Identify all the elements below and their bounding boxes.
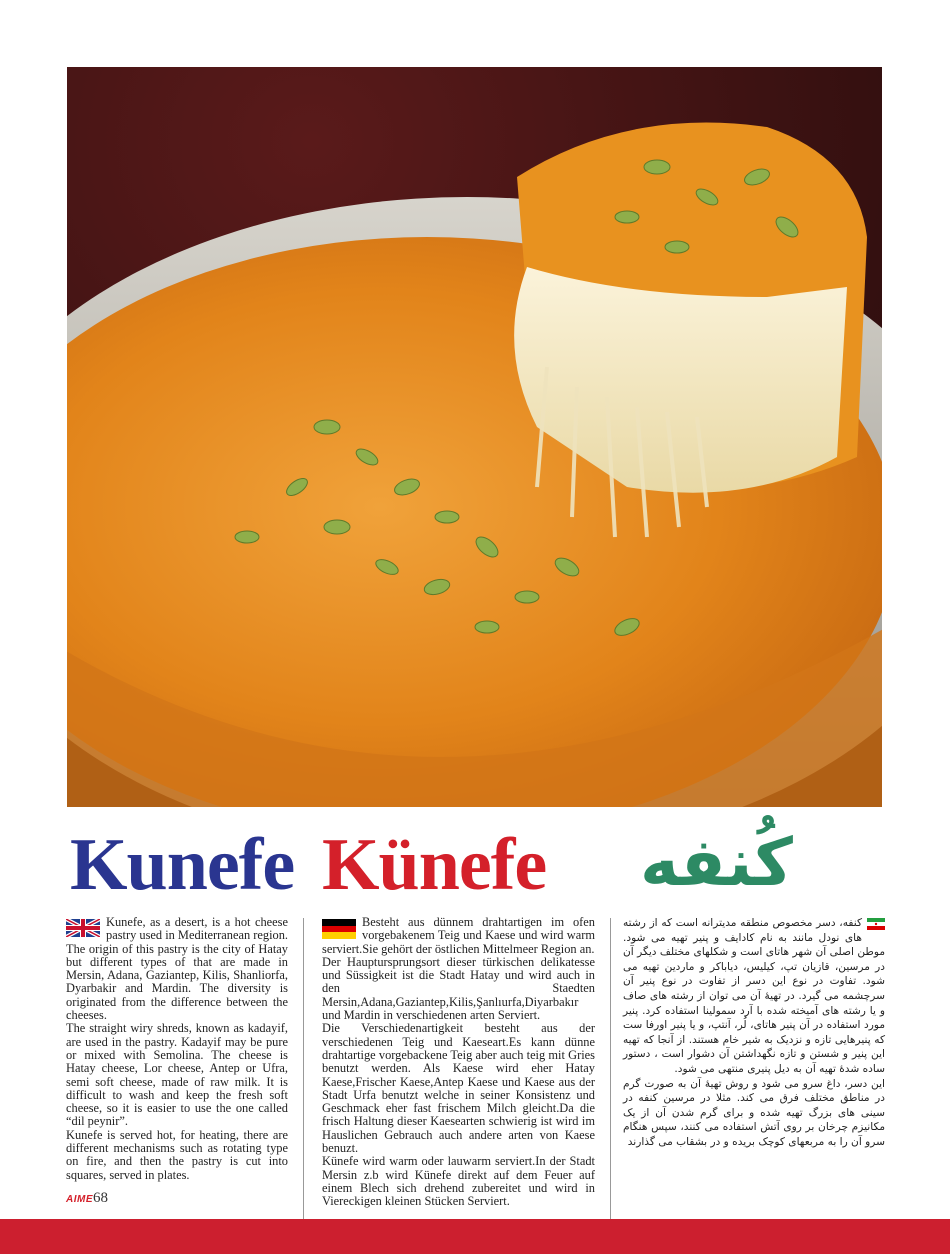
kunefe-illustration bbox=[67, 67, 882, 807]
title-english: Kunefe bbox=[70, 824, 295, 906]
aime-logo: AIME bbox=[66, 1194, 93, 1205]
kunefe-photo bbox=[67, 67, 882, 807]
column-divider bbox=[610, 918, 611, 1220]
german-paragraph-1: Besteht aus dünnem drahtartigen im ofen vorgebakenem Teig und Kaese und wird warm serviert.Sie gehört der östlichen Mittelmeer Region an. bbox=[322, 915, 595, 956]
title-german: Künefe bbox=[322, 824, 547, 906]
column-divider bbox=[303, 918, 304, 1220]
title-persian: کُنفه bbox=[640, 824, 793, 901]
page-number: 68 bbox=[93, 1190, 108, 1206]
footer-red-bar bbox=[0, 1219, 950, 1254]
german-paragraph-2: Der Hauptursprungsort dieser türkischen delikatesse und Süssigkeit ist die Stadt Hatay und wird auch in den Staedten Mersin,Adana,Gaziantep,Kilis,Şanlıurfa,Diyarbakır und Mardin in verschiedenen arten Serviert. bbox=[322, 954, 595, 1023]
page-footer bbox=[66, 1190, 108, 1207]
persian-column bbox=[623, 916, 885, 1150]
iran-flag-icon bbox=[867, 918, 885, 930]
persian-paragraph-2: این دسر، داغ سرو می شود و روش تهیهٔ آن به صورت گرم در مناطق مختلف فرق می کند. مثلا در مرسین کنفه در سینی های بزرگ تهیه شده و برای گرم شدن آن از یک مکانیزم چرخان بر روی آتش استفاده می کنند، سپس هنگام سرو آن را به مربعهای کوچک بریده و در بشقاب می گذارند bbox=[623, 1077, 885, 1148]
english-paragraph-1: Kunefe, as a desert, is a hot cheese pastry used in Mediterranean region. bbox=[106, 915, 289, 943]
english-paragraph-2: The origin of this pastry is the city of Hatay but different types of that are made in Mersin, Adana, Gaziantep, Kilis, Shanliorfa, Dyarbakir and Mardin. The diversity is originated from the difference between the cheeses. bbox=[66, 941, 288, 1023]
germany-flag-icon bbox=[322, 919, 356, 939]
german-column bbox=[322, 916, 595, 1209]
persian-paragraph-1: کنفه، دسر مخصوص منطقه مدیترانه است که از رشته های نودل مانند به نام کادایف و پنیر تهیه می شود. موطن اصلی آن شهر هاتای است و شکلهای مختلف دیگر آن در مرسین، قازیان تپ، کیلیس، دیاباکر و ماردین تهیه می شود. تفاوت در نوع این دسر از تفاوت در نوع پنیر آن سرچشمه می گیرد. در تهیهٔ آن می توان از رشته های صاف و یا رشته های آمیخته شده با آرد سمولینا استفاده کرد. پنیر مورد استفاده در آن پنیر هاتای، لُر، آنتپ، و یا پنیر اورفا ست که پنیرهایی تازه و نزدیک به شیر خام هستند. از آنجا که تهیه این پنیر و شستن و تازه نگهداشتن آن دشوار است ، دستور ساده شدهٔ تهیه آن به دیل پنیری منتهی می شود. bbox=[623, 917, 885, 1075]
english-column bbox=[66, 916, 288, 1182]
german-paragraph-3: Die Verschiedenartigkeit besteht aus der verschiedenen Teig und Kaeseart.Es kann dünne drahtartige vorgebackene Teig aber auch teig mit Gries benutzt werden. Als Kaese wird eher Hatay Kaese,Frischer Kaese,Antep Kaese und Kaese aus der Stadt Urfa benutzt welche in seiner Konsistenz und Geschmack eher fast frischem Milch gleicht.Da die frisch Haltung dieser Kaesearten schwierig ist wird im Hauslichen Gebrauch auch andere arten von Kaese benuzt. bbox=[322, 1021, 595, 1156]
english-paragraph-3: The straight wiry shreds, known as kadayif, are used in the pastry. Kadayif may be pure or mixed with Semolina. The cheese is Hatay cheese, Lor cheese, Antep or Ufra, semi soft cheese, made of raw milk. It is difficult to wash and keep the fresh soft cheese, so it is easier to use the one called “dil peynir”. bbox=[66, 1021, 288, 1129]
uk-flag-icon bbox=[66, 919, 100, 937]
german-paragraph-4: Künefe wird warm oder lauwarm serviert.In der Stadt Mersin z.b wird Künefe direkt auf dem Feuer auf einem Blech sich drehend zubereitet und wird in Viereckigen kleinen Stücken Serviert. bbox=[322, 1154, 595, 1209]
english-paragraph-4: Kunefe is served hot, for heating, there are different mechanisms such as rotating type on fire, and then the pastry is cut into squares, served in plates. bbox=[66, 1127, 288, 1182]
